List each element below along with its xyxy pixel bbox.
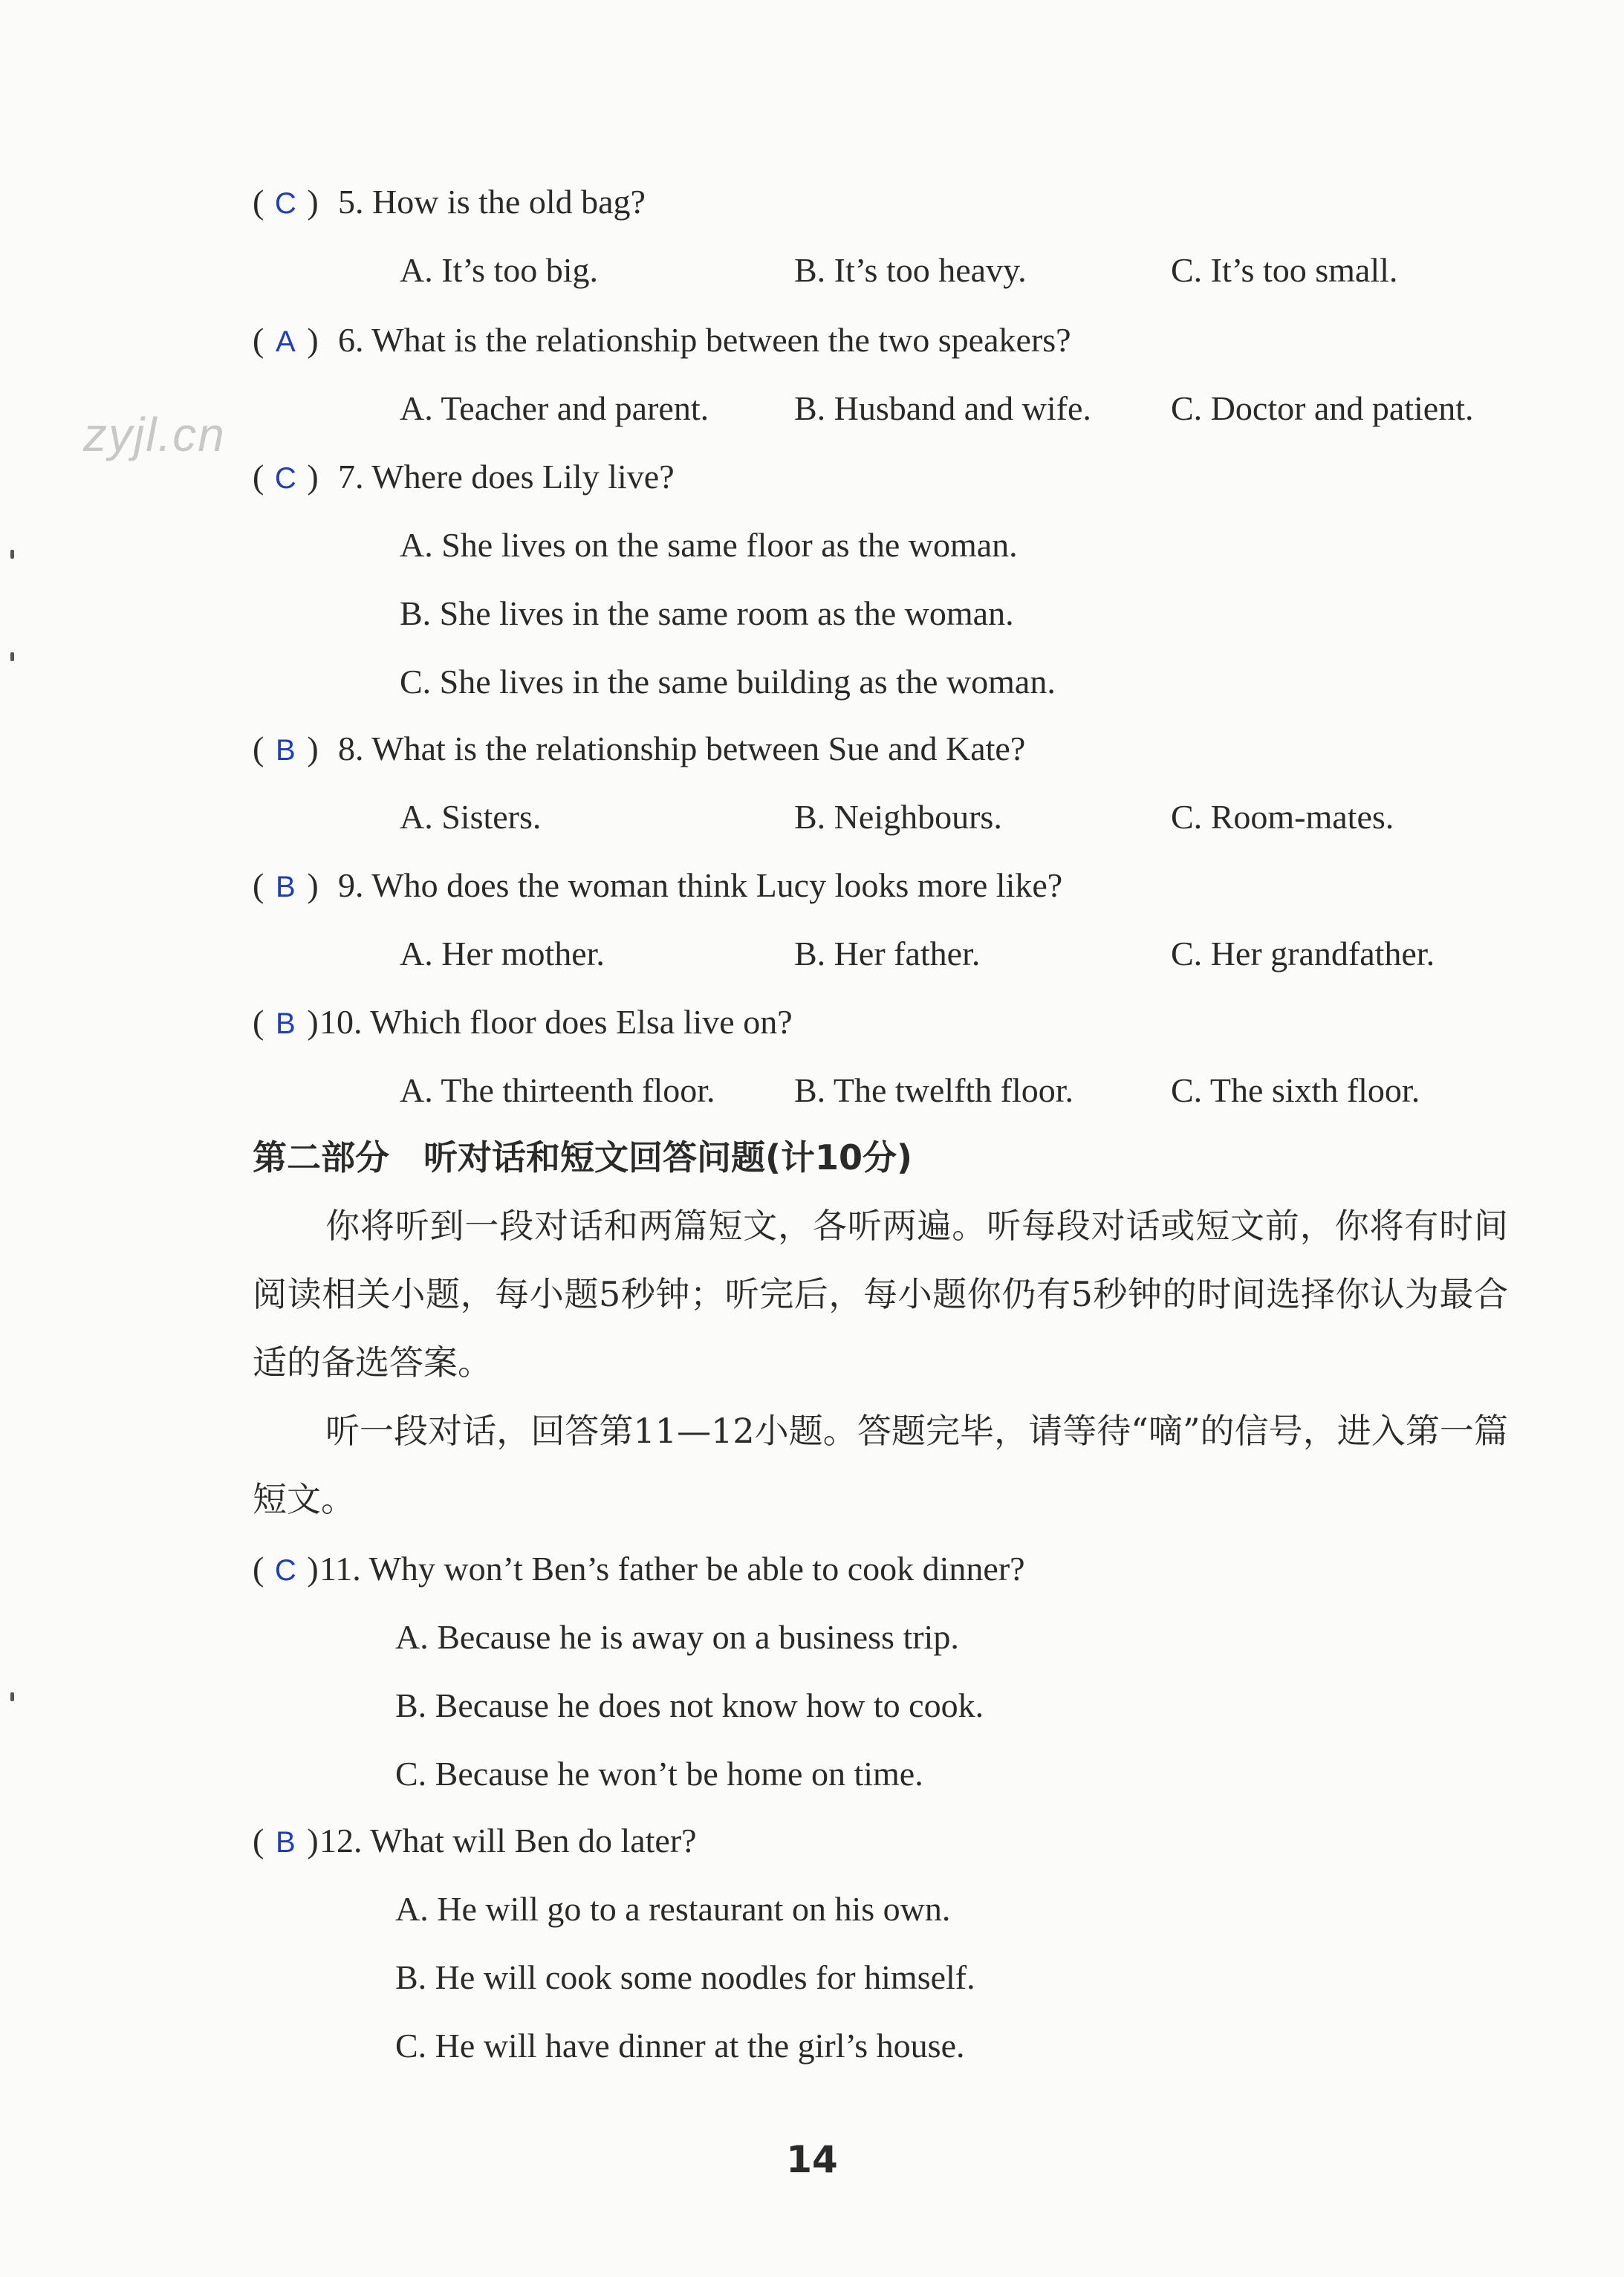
q5-option-c: C. It’s too small. — [1171, 251, 1398, 289]
question-9-stem: 9. Who does the woman think Lucy looks more like? — [338, 866, 1063, 904]
answer-12: B — [275, 1826, 296, 1859]
margin-mark — [10, 550, 14, 559]
margin-mark — [10, 1692, 14, 1701]
question-12 — [253, 1820, 697, 1863]
question-10 — [253, 1001, 793, 1045]
answer-bracket: ( C ) — [253, 181, 338, 224]
answer-8: B — [275, 734, 296, 767]
q11-option-c: C. Because he won’t be home on time. — [395, 1755, 923, 1793]
answer-10: B — [275, 1007, 296, 1040]
q6-option-b: B. Husband and wife. — [794, 389, 1091, 427]
question-7-stem: 7. Where does Lily live? — [338, 458, 675, 496]
q11-option-b: B. Because he does not know how to cook. — [395, 1686, 984, 1724]
answer-bracket: ( B ) — [253, 865, 338, 908]
answer-bracket: ( B ) — [253, 1001, 319, 1045]
q10-option-c: C. The sixth floor. — [1171, 1071, 1420, 1109]
answer-bracket: ( B ) — [253, 1820, 319, 1863]
q8-option-c: C. Room-mates. — [1171, 798, 1394, 836]
question-5-stem: 5. How is the old bag? — [338, 183, 646, 221]
section-2-dialogue-note: 听一段对话，回答第11—12小题。答题完毕，请等待“嘀”的信号，进入第一篇短文。 — [253, 1411, 1508, 1519]
answer-bracket: ( B ) — [253, 728, 338, 771]
q5-option-b: B. It’s too heavy. — [794, 251, 1027, 289]
q7-option-c: C. She lives in the same building as the woman. — [400, 663, 1056, 701]
margin-mark — [10, 652, 14, 661]
answer-11: C — [274, 1554, 296, 1587]
question-11 — [253, 1548, 1025, 1591]
question-12-stem: 12. What will Ben do later? — [319, 1822, 697, 1859]
q10-option-a: A. The thirteenth floor. — [400, 1071, 715, 1109]
question-8 — [253, 728, 1025, 771]
question-10-stem: 10. Which floor does Elsa live on? — [319, 1003, 793, 1041]
answer-7: C — [274, 462, 296, 495]
q12-option-a: A. He will go to a restaurant on his own. — [395, 1890, 951, 1928]
q6-option-c: C. Doctor and patient. — [1171, 389, 1474, 427]
question-11-stem: 11. Why won’t Ben’s father be able to cook dinner? — [319, 1550, 1025, 1588]
q8-option-b: B. Neighbours. — [794, 798, 1002, 836]
question-7 — [253, 456, 675, 499]
answer-9: B — [275, 871, 296, 903]
q8-option-a: A. Sisters. — [400, 798, 542, 836]
section-2-title: 第二部分 听对话和短文回答问题(计10分) — [253, 1137, 913, 1178]
q11-option-a: A. Because he is away on a business trip. — [395, 1618, 959, 1656]
answer-bracket: ( C ) — [253, 1548, 319, 1591]
question-9 — [253, 865, 1062, 908]
q12-option-c: C. He will have dinner at the girl’s house. — [395, 2027, 965, 2065]
q12-option-b: B. He will cook some noodles for himself. — [395, 1958, 975, 1996]
answer-bracket: ( C ) — [253, 456, 338, 499]
q9-option-b: B. Her father. — [794, 935, 981, 972]
answer-6: A — [275, 325, 296, 358]
q10-option-b: B. The twelfth floor. — [794, 1071, 1074, 1109]
q7-option-a: A. She lives on the same floor as the woman. — [400, 526, 1018, 564]
q9-option-c: C. Her grandfather. — [1171, 935, 1435, 972]
question-6-stem: 6. What is the relationship between the two speakers? — [338, 321, 1071, 359]
answer-5: C — [274, 187, 296, 220]
section-2-instructions: 你将听到一段对话和两篇短文，各听两遍。听每段对话或短文前，你将有时间阅读相关小题，每小题5秒钟；听完后，每小题你仍有5秒钟的时间选择你认为最合适的备选答案。 — [253, 1206, 1508, 1383]
page-number: 14 — [786, 2138, 838, 2181]
q6-option-a: A. Teacher and parent. — [400, 389, 709, 427]
answer-bracket: ( A ) — [253, 319, 338, 363]
q9-option-a: A. Her mother. — [400, 935, 605, 972]
question-6 — [253, 319, 1071, 363]
watermark: zyjl.cn — [83, 408, 226, 461]
q5-option-a: A. It’s too big. — [400, 251, 599, 289]
q7-option-b: B. She lives in the same room as the woman. — [400, 594, 1014, 632]
question-8-stem: 8. What is the relationship between Sue and Kate? — [338, 730, 1026, 767]
question-5 — [253, 181, 646, 224]
